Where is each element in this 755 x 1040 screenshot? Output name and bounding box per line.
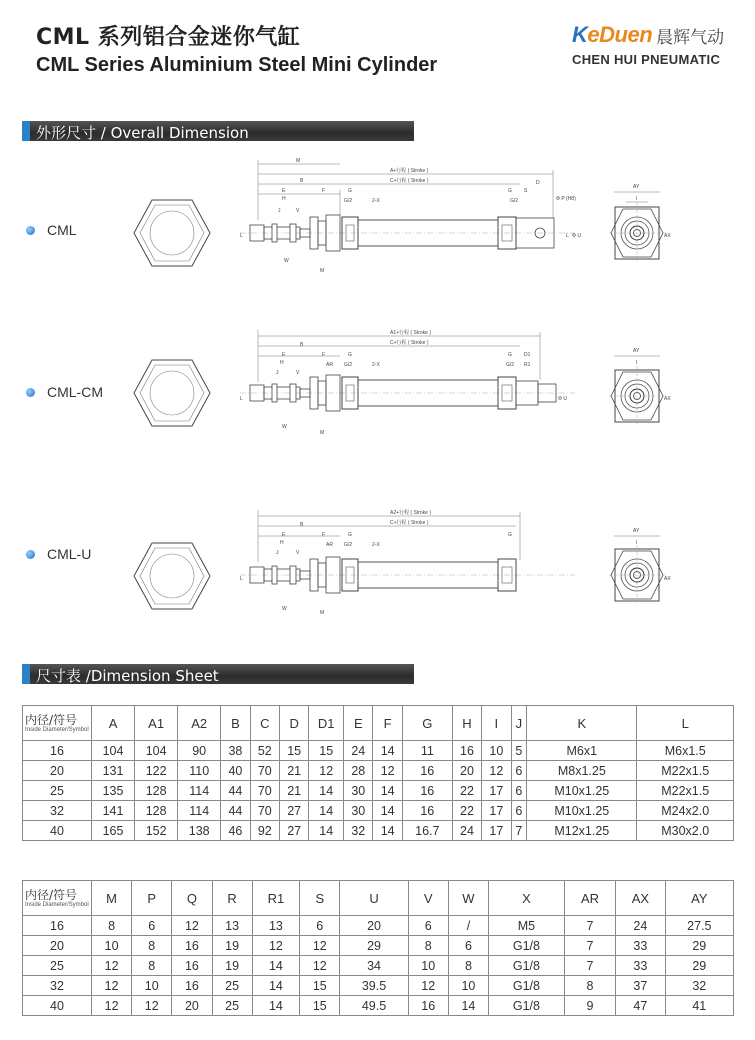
table-cell: 15 — [300, 996, 340, 1016]
table-cell: 6 — [132, 916, 172, 936]
table-cell: 29 — [340, 936, 408, 956]
table-cell: 14 — [448, 996, 488, 1016]
table-cell: 10 — [408, 956, 448, 976]
bore-size-cell: 16 — [23, 916, 92, 936]
svg-text:L: L — [240, 396, 243, 402]
table-row — [23, 801, 734, 821]
svg-text:S: S — [524, 188, 528, 194]
table-cell: M30x2.0 — [637, 821, 734, 841]
table-cell: 38 — [221, 741, 250, 761]
table-cell: 104 — [92, 741, 135, 761]
table-cell: 34 — [340, 956, 408, 976]
bore-size-cell: 16 — [23, 741, 92, 761]
table-cell: M12x1.25 — [527, 821, 637, 841]
column-header: H — [452, 706, 481, 741]
svg-text:V: V — [296, 370, 300, 376]
hex-front-view — [134, 360, 210, 426]
table-cell: 13 — [252, 916, 300, 936]
table-cell: 128 — [135, 781, 178, 801]
table-cell: 19 — [212, 956, 252, 976]
svg-text:AR: AR — [326, 362, 333, 368]
table-cell: 41 — [665, 996, 733, 1016]
table-cell: M22x1.5 — [637, 761, 734, 781]
end-view — [609, 203, 665, 263]
table-cell: 8 — [132, 936, 172, 956]
table-cell: 8 — [92, 916, 132, 936]
table-cell: M10x1.25 — [527, 801, 637, 821]
svg-text:W: W — [282, 424, 287, 430]
logo-chinese: 晨辉气动 — [656, 27, 725, 48]
svg-text:G/2: G/2 — [344, 542, 353, 548]
table-cell: 21 — [279, 781, 308, 801]
table-row — [23, 996, 734, 1016]
table-cell: 16 — [402, 781, 452, 801]
svg-text:H: H — [280, 360, 284, 366]
table-cell: 10 — [448, 976, 488, 996]
column-header: X — [489, 881, 565, 916]
column-header: A1 — [135, 706, 178, 741]
table-cell: 16 — [402, 761, 452, 781]
table-cell: 70 — [250, 781, 279, 801]
svg-text:H: H — [280, 540, 284, 546]
table-cell: 20 — [452, 761, 481, 781]
svg-text:L: L — [240, 233, 243, 239]
table-cell: 114 — [178, 801, 221, 821]
column-header: C — [250, 706, 279, 741]
table-cell: 22 — [452, 781, 481, 801]
table-cell: 17 — [482, 781, 511, 801]
svg-text:D: D — [536, 180, 540, 186]
svg-text:M: M — [296, 158, 301, 164]
svg-text:AY: AY — [633, 348, 640, 354]
svg-text:Φ U: Φ U — [558, 396, 567, 402]
svg-text:AY: AY — [633, 528, 640, 534]
svg-text:I: I — [636, 360, 638, 366]
table-cell: 5 — [511, 741, 527, 761]
svg-text:C+行程 ( Stroke ): C+行程 ( Stroke ) — [390, 178, 429, 184]
table-row — [23, 936, 734, 956]
table-cell: 16 — [172, 976, 212, 996]
dimension-labels — [240, 329, 671, 436]
dimension-labels — [240, 509, 671, 616]
column-header: U — [340, 881, 408, 916]
table-cell: 39.5 — [340, 976, 408, 996]
table-cell: M8x1.25 — [527, 761, 637, 781]
svg-text:B: B — [300, 342, 304, 348]
table-cell: M6x1.5 — [637, 741, 734, 761]
table-cell: 25 — [212, 996, 252, 1016]
svg-text:Φ P (H8): Φ P (H8) — [556, 196, 576, 202]
column-header: M — [92, 881, 132, 916]
table-cell: 24 — [616, 916, 665, 936]
title-chinese: CML 系列铝合金迷你气缸 — [36, 25, 301, 50]
table-row — [23, 781, 734, 801]
table-header-row — [23, 881, 734, 916]
column-header: J — [511, 706, 527, 741]
hex-front-view — [134, 543, 210, 609]
column-header: E — [344, 706, 373, 741]
table-cell: 14 — [309, 821, 344, 841]
column-header: Q — [172, 881, 212, 916]
table-cell: 12 — [92, 976, 132, 996]
table-cell: G1/8 — [489, 956, 565, 976]
table-cell: 6 — [448, 936, 488, 956]
table-cell: 33 — [616, 956, 665, 976]
end-view — [609, 366, 665, 426]
table-cell: 152 — [135, 821, 178, 841]
table-cell: 15 — [279, 741, 308, 761]
model-label-cml: CML — [26, 222, 77, 238]
svg-text:W: W — [282, 606, 287, 612]
table-cell: 10 — [482, 741, 511, 761]
svg-text:2-X: 2-X — [372, 362, 380, 368]
column-header: V — [408, 881, 448, 916]
column-header: F — [373, 706, 402, 741]
table-cell: 14 — [373, 801, 402, 821]
table-cell: 7 — [511, 821, 527, 841]
table-cell: 92 — [250, 821, 279, 841]
svg-text:C+行程 ( Stroke ): C+行程 ( Stroke ) — [390, 340, 429, 346]
table-cell: 17 — [482, 821, 511, 841]
svg-text:AX: AX — [664, 576, 671, 582]
column-header: R1 — [252, 881, 300, 916]
svg-text:R1: R1 — [524, 362, 531, 368]
dimension-labels — [240, 158, 671, 274]
svg-text:J: J — [278, 208, 281, 214]
table-cell: 32 — [665, 976, 733, 996]
table-cell: 141 — [92, 801, 135, 821]
table-cell: 44 — [221, 781, 250, 801]
table-cell: 16 — [172, 936, 212, 956]
table-cell: G1/8 — [489, 996, 565, 1016]
bore-size-cell: 40 — [23, 996, 92, 1016]
table-cell: 14 — [373, 821, 402, 841]
logo-english: CHEN HUI PNEUMATIC — [572, 52, 721, 67]
table-cell: M22x1.5 — [637, 781, 734, 801]
section-dimension-sheet: 尺寸表 /Dimension Sheet — [22, 664, 414, 684]
table-cell: 16 — [452, 741, 481, 761]
table-cell: 14 — [309, 801, 344, 821]
model-label-cml-u: CML-U — [26, 546, 91, 562]
table-cell: 8 — [564, 976, 615, 996]
column-header: D1 — [309, 706, 344, 741]
table-cell: 14 — [252, 996, 300, 1016]
svg-text:C+行程 ( Stroke ): C+行程 ( Stroke ) — [390, 520, 429, 526]
table-cell: 10 — [92, 936, 132, 956]
table-cell: 37 — [616, 976, 665, 996]
svg-text:M: M — [320, 268, 325, 274]
table-cell: 135 — [92, 781, 135, 801]
table-cell: 27.5 — [665, 916, 733, 936]
table-cell: 12 — [482, 761, 511, 781]
cylinder-body — [240, 215, 575, 251]
dimension-table-1 — [22, 705, 734, 841]
table-cell: 12 — [92, 956, 132, 976]
column-header: L — [637, 706, 734, 741]
table-cell: 20 — [172, 996, 212, 1016]
column-header: S — [300, 881, 340, 916]
table-cell: 14 — [252, 956, 300, 976]
table-cell: 90 — [178, 741, 221, 761]
svg-text:D1: D1 — [524, 352, 531, 358]
table-cell: 114 — [178, 781, 221, 801]
svg-text:B: B — [300, 178, 304, 184]
table-cell: 6 — [511, 781, 527, 801]
svg-text:AR: AR — [326, 542, 333, 548]
table-cell: 46 — [221, 821, 250, 841]
table-cell: G1/8 — [489, 936, 565, 956]
dimension-table-2 — [22, 880, 734, 1016]
table-cell: M6x1 — [527, 741, 637, 761]
table-cell: 12 — [172, 916, 212, 936]
table-cell: 15 — [309, 741, 344, 761]
column-header: I — [482, 706, 511, 741]
svg-text:2-X: 2-X — [372, 542, 380, 548]
table-cell: 8 — [448, 956, 488, 976]
table-cell: 24 — [344, 741, 373, 761]
svg-text:L: L — [566, 233, 569, 239]
column-header: A — [92, 706, 135, 741]
table-cell: 28 — [344, 761, 373, 781]
title-english: CML Series Aluminium Steel Mini Cylinder — [36, 54, 438, 76]
table-cell: 7 — [564, 936, 615, 956]
column-header: D — [279, 706, 308, 741]
table-cell: G1/8 — [489, 976, 565, 996]
svg-text:AY: AY — [633, 184, 640, 190]
table-cell: 27 — [279, 801, 308, 821]
symbol-header-cell: 内径/符号 Inside Diameter/Symbol — [23, 881, 92, 916]
table-cell: 12 — [309, 761, 344, 781]
svg-text:G/2: G/2 — [510, 198, 519, 204]
table-cell: 16.7 — [402, 821, 452, 841]
svg-text:M: M — [320, 430, 325, 436]
table-cell: 14 — [373, 741, 402, 761]
table-cell: 122 — [135, 761, 178, 781]
cylinder-body — [240, 375, 575, 411]
svg-text:J: J — [276, 370, 279, 376]
column-header: K — [527, 706, 637, 741]
svg-text:2-X: 2-X — [372, 198, 380, 204]
svg-text:G/2: G/2 — [344, 362, 353, 368]
table-row — [23, 976, 734, 996]
svg-text:E: E — [282, 532, 286, 538]
drawing-cml — [134, 158, 671, 274]
table-cell: 6 — [511, 801, 527, 821]
svg-text:W: W — [284, 258, 289, 264]
table-cell: 29 — [665, 936, 733, 956]
table-cell: 8 — [408, 936, 448, 956]
table-cell: 20 — [340, 916, 408, 936]
bore-size-cell: 32 — [23, 801, 92, 821]
table-cell: 7 — [564, 956, 615, 976]
svg-text:G: G — [508, 532, 512, 538]
table-cell: 104 — [135, 741, 178, 761]
svg-text:V: V — [296, 550, 300, 556]
column-header: W — [448, 881, 488, 916]
table-cell: / — [448, 916, 488, 936]
bore-size-cell: 25 — [23, 781, 92, 801]
svg-text:A1+行程 ( Stroke ): A1+行程 ( Stroke ) — [390, 330, 431, 336]
table-cell: 70 — [250, 801, 279, 821]
svg-text:A2+行程 ( Stroke ): A2+行程 ( Stroke ) — [390, 510, 431, 516]
table-cell: 49.5 — [340, 996, 408, 1016]
bore-size-cell: 25 — [23, 956, 92, 976]
end-view — [609, 545, 665, 605]
bore-size-cell: 20 — [23, 761, 92, 781]
svg-text:V: V — [296, 208, 300, 214]
table-cell: 12 — [300, 956, 340, 976]
table-cell: 138 — [178, 821, 221, 841]
table-cell: 6 — [300, 916, 340, 936]
table-row — [23, 916, 734, 936]
table-cell: 19 — [212, 936, 252, 956]
svg-text:G: G — [348, 532, 352, 538]
table-cell: 131 — [92, 761, 135, 781]
svg-text:I: I — [636, 540, 638, 546]
column-header: G — [402, 706, 452, 741]
column-header: P — [132, 881, 172, 916]
svg-text:H: H — [282, 196, 286, 202]
bore-size-cell: 40 — [23, 821, 92, 841]
drawing-cml-cm — [134, 329, 671, 436]
svg-text:A+行程 ( Stroke ): A+行程 ( Stroke ) — [390, 168, 429, 174]
svg-text:Φ U: Φ U — [572, 233, 581, 239]
table-cell: 15 — [300, 976, 340, 996]
table-cell: 165 — [92, 821, 135, 841]
svg-text:B: B — [300, 522, 304, 528]
drawing-cml-u — [134, 509, 671, 616]
svg-text:F: F — [322, 352, 326, 358]
table-cell: 30 — [344, 801, 373, 821]
table-cell: 10 — [132, 976, 172, 996]
column-header: AR — [564, 881, 615, 916]
table-cell: 17 — [482, 801, 511, 821]
svg-text:AX: AX — [664, 396, 671, 402]
svg-text:G/2: G/2 — [344, 198, 353, 204]
column-header: A2 — [178, 706, 221, 741]
table-cell: 47 — [616, 996, 665, 1016]
svg-text:AX: AX — [664, 233, 671, 239]
table-cell: 16 — [408, 996, 448, 1016]
svg-text:L: L — [240, 576, 243, 582]
table-cell: 12 — [252, 936, 300, 956]
table-cell: 13 — [212, 916, 252, 936]
column-header: AX — [616, 881, 665, 916]
table-cell: 44 — [221, 801, 250, 821]
hex-front-view — [134, 200, 210, 266]
column-header: B — [221, 706, 250, 741]
bore-size-cell: 32 — [23, 976, 92, 996]
column-header: R — [212, 881, 252, 916]
table-row — [23, 821, 734, 841]
table-cell: 9 — [564, 996, 615, 1016]
table-cell: 29 — [665, 956, 733, 976]
svg-text:F: F — [322, 188, 326, 194]
table-cell: 16 — [402, 801, 452, 821]
table-cell: 21 — [279, 761, 308, 781]
logo-mark: KeDuen — [572, 22, 653, 47]
table-cell: 7 — [564, 916, 615, 936]
table-cell: 6 — [408, 916, 448, 936]
svg-text:M: M — [320, 610, 325, 616]
table-cell: 30 — [344, 781, 373, 801]
table-cell: 11 — [402, 741, 452, 761]
svg-text:G/2: G/2 — [506, 362, 515, 368]
table-cell: 22 — [452, 801, 481, 821]
svg-text:E: E — [282, 352, 286, 358]
table-cell: 12 — [300, 936, 340, 956]
section-overall-dimension: 外形尺寸 / Overall Dimension — [22, 121, 414, 141]
table-cell: 40 — [221, 761, 250, 781]
table-cell: 6 — [511, 761, 527, 781]
svg-text:E: E — [282, 188, 286, 194]
table-cell: 25 — [212, 976, 252, 996]
column-header: AY — [665, 881, 733, 916]
table-cell: 12 — [132, 996, 172, 1016]
table-row — [23, 761, 734, 781]
table-cell: 12 — [408, 976, 448, 996]
bore-size-cell: 20 — [23, 936, 92, 956]
table-cell: 14 — [252, 976, 300, 996]
table-cell: 52 — [250, 741, 279, 761]
table-row — [23, 741, 734, 761]
table-cell: 33 — [616, 936, 665, 956]
svg-text:G: G — [348, 352, 352, 358]
table-cell: 70 — [250, 761, 279, 781]
svg-text:G: G — [348, 188, 352, 194]
table-cell: 14 — [309, 781, 344, 801]
table-cell: 27 — [279, 821, 308, 841]
model-label-cml-cm: CML-CM — [26, 384, 103, 400]
svg-text:F: F — [322, 532, 326, 538]
svg-text:I: I — [636, 196, 638, 202]
svg-text:J: J — [276, 550, 279, 556]
table-cell: M24x2.0 — [637, 801, 734, 821]
table-cell: 128 — [135, 801, 178, 821]
cylinder-body — [240, 557, 575, 593]
table-cell: 12 — [373, 761, 402, 781]
table-cell: M10x1.25 — [527, 781, 637, 801]
table-cell: 14 — [373, 781, 402, 801]
table-cell: 24 — [452, 821, 481, 841]
table-cell: 12 — [92, 996, 132, 1016]
svg-text:G: G — [508, 352, 512, 358]
table-cell: 16 — [172, 956, 212, 976]
table-row — [23, 956, 734, 976]
svg-text:G: G — [508, 188, 512, 194]
table-cell: 32 — [344, 821, 373, 841]
table-header-row — [23, 706, 734, 741]
table-cell: 110 — [178, 761, 221, 781]
table-cell: M5 — [489, 916, 565, 936]
table-cell: 8 — [132, 956, 172, 976]
symbol-header-cell: 内径/符号 Inside Diameter/Symbol — [23, 706, 92, 741]
